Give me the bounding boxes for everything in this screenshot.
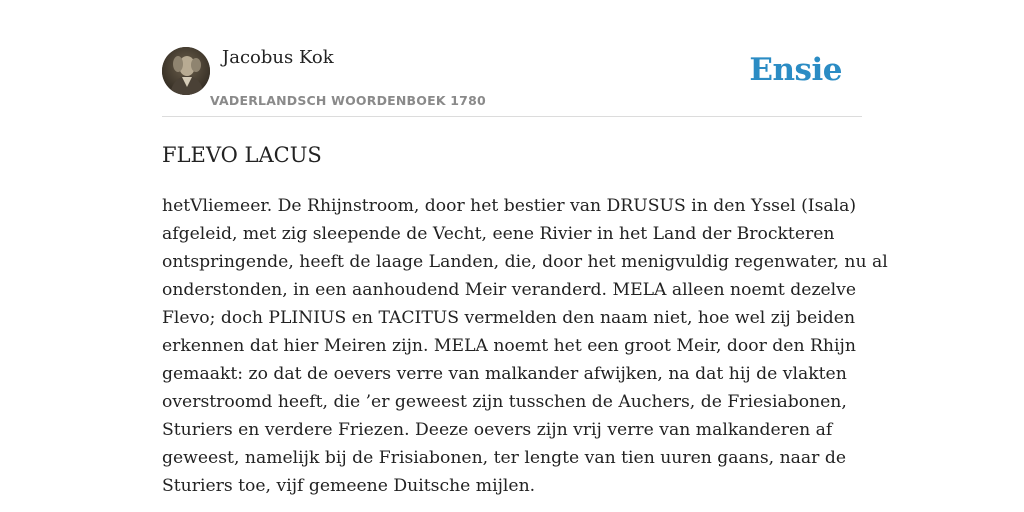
entry-header [162, 44, 862, 117]
author-name[interactable]: Jacobus Kok [222, 47, 334, 68]
avatar[interactable] [162, 47, 210, 95]
body-line: gemaakt: zo dat de oevers verre van malkander afwijken, na dat hij de vlakten [162, 364, 847, 384]
entry-body [162, 192, 888, 500]
body-line: Flevo; doch PLINIUS en TACITUS vermelden den naam niet, hoe wel zij beiden [162, 308, 856, 328]
entry-title: FLEVO LACUS [162, 143, 322, 167]
body-line: afgeleid, met zig sleepende de Vecht, eene Rivier in het Land der Brockteren [162, 224, 835, 244]
body-line: ontspringende, heeft de laage Landen, die, door het menigvuldig regenwater, nu al [162, 252, 888, 272]
body-line: Sturiers toe, vijf gemeene Duitsche mijlen. [162, 476, 536, 496]
body-line: onderstonden, in een aanhoudend Meir veranderd. MELA alleen noemt dezelve [162, 280, 857, 300]
ensie-logo[interactable]: Ensie [749, 52, 842, 88]
body-line: erkennen dat hier Meiren zijn. MELA noemt het een groot Meir, door den Rhijn [162, 336, 856, 356]
body-line: overstroomd heeft, die ’er geweest zijn tusschen de Auchers, de Friesiabonen, [162, 392, 847, 412]
body-line: hetVliemeer. De Rhijnstroom, door het bestier van DRUSUS in den Yssel (Isala) [162, 196, 857, 216]
author-portrait-icon [162, 47, 210, 95]
body-line: geweest, namelijk bij de Frisiabonen, ter lengte van tien uuren gaans, naar de [162, 448, 847, 468]
body-line: Sturiers en verdere Friezen. Deeze oevers zijn vrij verre van malkanderen af [162, 420, 833, 440]
source-label[interactable]: VADERLANDSCH WOORDENBOEK 1780 [210, 93, 486, 108]
